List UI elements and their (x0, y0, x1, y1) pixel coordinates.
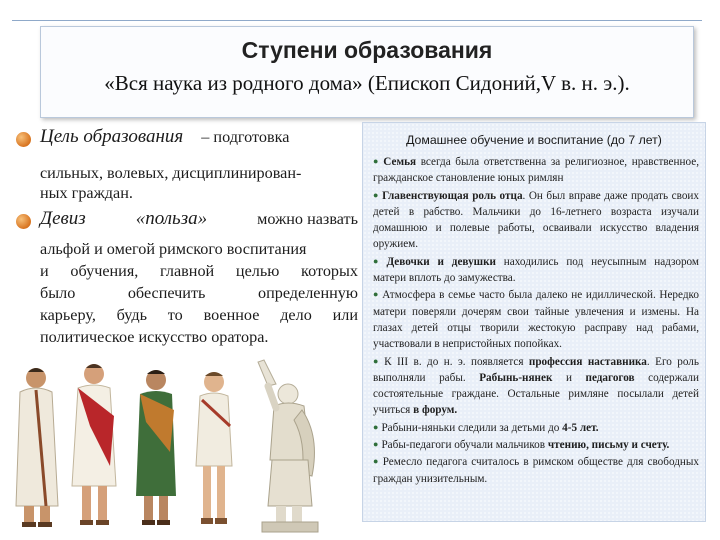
goal-text-2: ных граждан. (40, 184, 133, 202)
goal-line (40, 126, 352, 148)
list-item: ● Рабы-педагоги обучали мальчиков чтению, письму и счету. (373, 439, 670, 452)
list-item: ● Семья всегда была ответственна за религиозное, нравственное, гражданское становление юных римлян (373, 156, 699, 185)
roman-figure-4 (196, 372, 232, 524)
roman-figure-3 (136, 370, 176, 525)
home-education-panel (362, 122, 706, 522)
page-subtitle: «Вся наука из родного дома» (Епископ Сидоний,V в. н. э.). (104, 71, 630, 95)
bullet-icon: ● (373, 355, 382, 366)
motto-text-1: альфой и омегой римского воспитания (40, 240, 307, 258)
list-item: ● Девочки и девушки находились под неусыпным надзором матери вплоть до замужества. (373, 255, 699, 285)
header-divider (12, 20, 702, 21)
list-item: ● Ремесло педагога считалось в римском обществе для свободных граждан унизительным. (373, 456, 700, 485)
goal-term: Цель образования (40, 126, 184, 147)
list-item: ● К III в. до н. э. появляется профессия наставника. Его роль выполняли рабы. Рабынь-нянек и педагогов содержали состоятельные граждане. Остальные римляне посылали детей учиться в форум. (373, 355, 699, 417)
bullet-icon: ● (373, 289, 380, 300)
motto-text-2: и обучения, главной целью которых (40, 262, 358, 280)
bullet-icon: ● (373, 156, 381, 166)
motto-text-4: карьеру, будь то военное дело или (40, 306, 358, 324)
bullet-icon: ● (373, 189, 380, 200)
motto-text-5: политическое искусство оратора. (40, 328, 269, 346)
roman-figure-2 (72, 364, 116, 525)
bullet-icon: ● (373, 439, 379, 450)
motto-term-a: Девиз (40, 208, 86, 229)
page-title: Ступени образования (241, 37, 493, 63)
bullet-icon (16, 132, 31, 147)
title-box (40, 26, 694, 118)
left-text-column (14, 126, 358, 346)
bullet-icon: ● (373, 421, 379, 432)
list-item: ● Атмосфера в семье часто была далеко не идиллической. Нередко матери поверяли дочерям свои тайные увлечения и измены. На глазах детей отцы творили жестокую расправу над рабами, участвовали в непристойных попойках. (373, 289, 699, 351)
roman-figures-illustration (6, 356, 358, 534)
list-item: ● Главенствующая роль отца. Он был вправе даже продать своих детей в рабство. Мальчики до 16-летнего возраста изучали домашнюю и полевые работы, осваивали искусство владения оружием. (373, 189, 700, 251)
goal-dash: – подготовка (201, 128, 290, 146)
goal-text-1: сильных, волевых, дисциплинирован- (40, 164, 302, 182)
bullet-icon: ● (373, 255, 384, 266)
motto-line (40, 208, 358, 230)
bullet-icon: ● (373, 456, 380, 467)
bullet-icon (16, 214, 31, 229)
panel-body (373, 153, 699, 487)
panel-title: Домашнее обучение и воспитание (до 7 лет) (406, 133, 662, 147)
list-item: ● Рабыни-няньки следили за детьми до 4-5 лет. (373, 421, 599, 434)
roman-figure-1 (16, 368, 58, 527)
motto-text-3: было обеспечить определенную (40, 284, 358, 302)
augustus-statue (258, 360, 318, 532)
motto-term-b: «польза» (135, 208, 208, 229)
motto-mid: можно назвать (257, 210, 358, 228)
